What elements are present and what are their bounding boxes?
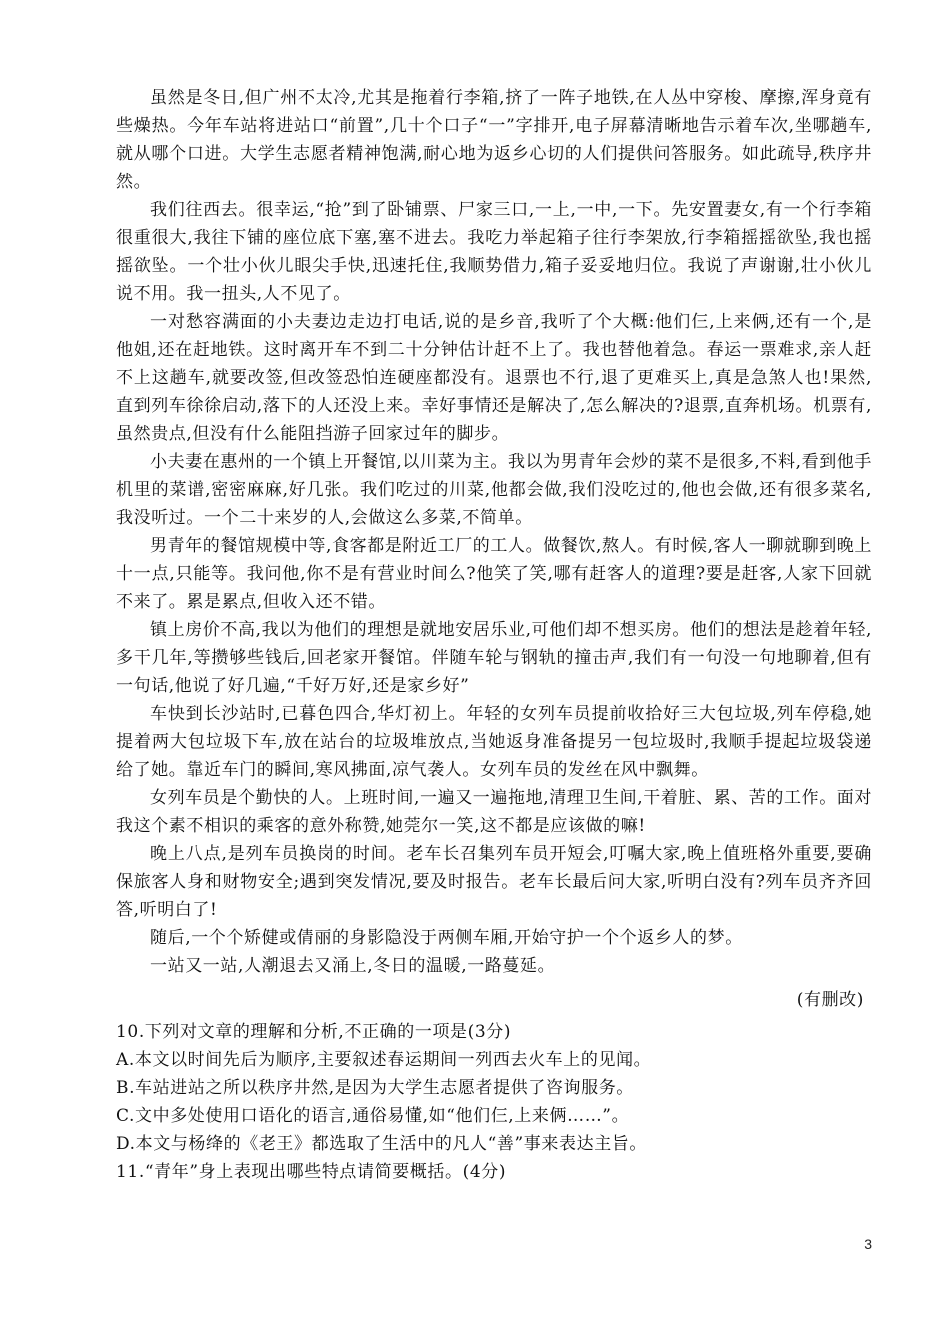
question-10: 10.下列对文章的理解和分析,不正确的一项是(3分) [116, 1022, 512, 1042]
option-a: A.本文以时间先后为顺序,主要叙述春运期间一列西去火车上的见闻。 [116, 1050, 652, 1070]
page-number: 3 [864, 1236, 872, 1252]
article-body [116, 84, 872, 1186]
paragraph-5: 男青年的餐馆规模中等,食客都是附近工厂的工人。做餐饮,熬人。有时候,客人一聊就聊到晚上十一点,只能等。我问他,你不是有营业时间么?他笑了笑,哪有赶客人的道理?要是赶客,人家下回就不来了。累是累点,但收入还不错。 [116, 536, 873, 612]
paragraph-7: 车快到长沙站时,已暮色四合,华灯初上。年轻的女列车员提前收拾好三大包垃圾,列车停稳,她提着两大包垃圾下车,放在站台的垃圾堆放点,当她返身准备提另一包垃圾时,我顺手提起垃圾袋递给了她。靠近车门的瞬间,寒风拂面,凉气袭人。女列车员的发丝在风中飘舞。 [116, 704, 872, 780]
paragraph-8: 女列车员是个勤快的人。上班时间,一遍又一遍拖地,清理卫生间,干着脏、累、苦的工作。面对我这个素不相识的乘客的意外称赞,她莞尔一笑,这不都是应该做的嘛! [116, 788, 873, 836]
paragraph-9: 晚上八点,是列车员换岗的时间。老车长召集列车员开短会,叮嘱大家,晚上值班格外重要,要确保旅客人身和财物安全;遇到突发情况,要及时报告。老车长最后问大家,听明白没有?列车员齐齐回答,听明白了! [116, 844, 872, 920]
option-d: D.本文与杨绛的《老王》都选取了生活中的凡人“善”事来表达主旨。 [116, 1134, 648, 1154]
paragraph-3: 一对愁容满面的小夫妻边走边打电话,说的是乡音,我听了个大概:他们仨,上来俩,还有一个,是他姐,还在赶地铁。这时离开车不到二十分钟估计赶不上了。我也替他着急。春运一票难求,亲人赶不上这趟车,就要改签,但改签恐怕连硬座都没有。退票也不行,退了更难买上,真是急煞人也!果然,直到列车徐徐启动,落下的人还没上来。幸好事情还是解决了,怎么解决的?退票,直奔机场。机票有,虽然贵点,但没有什么能阻挡游子回家过年的脚步。 [116, 312, 872, 444]
option-c: C.文中多处使用口语化的语言,通俗易懂,如“他们仨,上来俩……”。 [116, 1106, 630, 1126]
paragraph-6: 镇上房价不高,我以为他们的理想是就地安居乐业,可他们却不想买房。他们的想法是趁着年轻,多干几年,等攒够些钱后,回老家开餐馆。伴随车轮与钢轨的撞击声,我们有一句没一句地聊着,但有一句话,他说了好几遍,“千好万好,还是家乡好” [116, 620, 873, 696]
question-section [116, 1018, 872, 1186]
question-11: 11.“青年”身上表现出哪些特点请简要概括。(4分) [116, 1162, 507, 1182]
paragraph-11: 一站又一站,人潮退去又涌上,冬日的温暖,一路蔓延。 [150, 956, 556, 976]
paragraph-10: 随后,一个个矫健或倩丽的身影隐没于两侧车厢,开始守护一个个返乡人的梦。 [150, 928, 743, 948]
option-b: B.车站进站之所以秩序井然,是因为大学生志愿者提供了咨询服务。 [116, 1078, 634, 1098]
paragraph-1: 虽然是冬日,但广州不太冷,尤其是拖着行李箱,挤了一阵子地铁,在人丛中穿梭、摩擦,浑身竟有些燥热。今年车站将进站口“前置”,几十个口子“一”字排开,电子屏幕清晰地告示着车次,坐哪趟车,就从哪个口进。大学生志愿者精神饱满,耐心地为返乡心切的人们提供问答服务。如此疏导,秩序井然。 [116, 88, 872, 192]
article-credit: (有删改) [796, 990, 864, 1010]
paragraph-2: 我们往西去。很幸运,“抢”到了卧铺票、尸家三口,一上,一中,一下。先安置妻女,有一个行李箱很重很大,我往下铺的座位底下塞,塞不进去。我吃力举起箱子往行李架放,行李箱摇摇欲坠,我也摇摇欲坠。一个壮小伙儿眼尖手快,迅速托住,我顺势借力,箱子妥妥地归位。我说了声谢谢,壮小伙儿说不用。我一扭头,人不见了。 [116, 200, 872, 304]
paragraph-4: 小夫妻在惠州的一个镇上开餐馆,以川菜为主。我以为男青年会炒的菜不是很多,不料,看到他手机里的菜谱,密密麻麻,好几张。我们吃过的川菜,他都会做,我们没吃过的,他也会做,还有很多菜名,我没听过。一个二十来岁的人,会做这么多菜,不简单。 [116, 452, 873, 528]
